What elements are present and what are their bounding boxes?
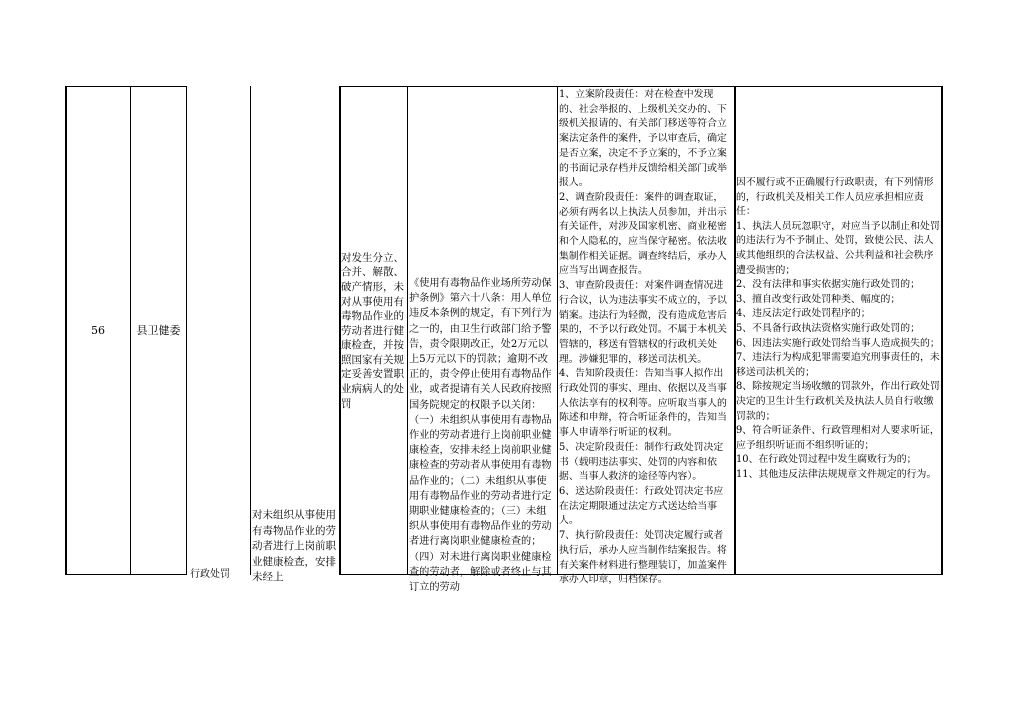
item-name: 对未组织从事使用有毒物品作业的劳动者进行上岗前职业健康检查，安排未经上 — [252, 509, 336, 583]
table-top-border-2 — [339, 86, 942, 87]
col-border-6 — [557, 86, 558, 575]
table-top-border — [65, 86, 187, 87]
responsibility: 1、立案阶段责任：对在检查中发现的、社会举报的、上级机关交办的、下级机关报请的、有关部门移送等符合立案法定条件的案件，予以审查后，确定是否立案，决定不予立案的，不予立案的书面记录存档并反馈给相关部门或举报人。 2、调查阶段责任：案件的调查取证，必须有两名以上执法人员参加，并出示有关证件，对涉及国家机密、商业秘密和个人隐私的，应当保守秘密。依法收集制作相关证据。调查终结后，承办人应当写出调查报告。 3、审查阶段责任：对案件调查情况进行合议，认为违法事实不成立的，予以销案。违法行为轻微，没有造成危害后果的，不予以行政处罚。不属于本机关管辖的，移送有管辖权的行政机关处理。涉嫌犯罪的，移送司法机关。 4、告知阶段责任：告知当事人拟作出行政处罚的事实、理由、依据以及当事人依法享有的权利等。应听取当事人的陈述和申辩，符合听证条件的，告知当事人申请举行听证的权利。 5、决定阶段责任：制作行政处罚决定书（载明违法事实、处罚的内容和依据、当事人救济的途径等内容）。 6、送达阶段责任：行政处罚决定书应在法定期限通过法定方式送达给当事人。 7、执行阶段责任：处罚决定履行或者执行后，承办人应当制作结案报告。将有关案件材料进行整理装订，加盖案件承办人印章，归档保存。 — [559, 89, 727, 586]
col-border-2 — [186, 86, 187, 575]
col-border-5 — [407, 86, 408, 575]
accountability: 因不履行或不正确履行行政职责，有下列情形的，行政机关及相关工作人员应承担相应责任： 1、执法人员玩忽职守，对应当予以制止和处罚的违法行为不予制止、处罚，致使公民、法人或其他组织的合法权益、公共利益和社会秩序遭受损害的； 2、没有法律和事实依据实施行政处罚的； 3、擅自改变行政处罚种类、幅度的； 4、违反法定行政处罚程序的； 5、不具备行政执法资格实施行政处罚的； 6、因违法实施行政处罚给当事人造成损失的； 7、违法行为构成犯罪需要追究刑事责任的，未移送司法机关的； 8、除按规定当场收缴的罚款外，作出行政处罚决定的卫生计生行政机关及执法人员自行收缴罚款的； 9、符合听证条件、行政管理相对人要求听证，应予组织听证而不组织听证的； 10、在行政处罚过程中发生腐败行为的； 11、其他违反法律法规规章文件规定的行为。 — [736, 177, 940, 480]
sub-item-text: 对发生分立、合并、解散、破产情形，未对从事使用有毒物品作业的劳动者进行健康检查，并按照国家有关规定妥善安置职业病病人的处罚 — [341, 251, 404, 410]
col-border-8 — [941, 86, 943, 575]
legal-basis: 《使用有毒物品作业场所劳动保护条例》第六十八条：用人单位违反本条例的规定，有下列行为之一的，由卫生行政部门给予警告，责令限期改正，处2万元以上5万元以下的罚款；逾期不改正的，责令停止使用有毒物品作业，或者提请有关人民政府按照国务院规定的权限予以关闭：（一）未组织从事使用有毒物品作业的劳动者进行上岗前职业健康检查，安排未经上岗前职业健康检查的劳动者从事使用有毒物品作业的；（二）未组织从事使用有毒物品作业的劳动者进行定期职业健康检查的；（三）未组织从事使用有毒物品作业的劳动者进行离岗职业健康检查的；（四）对未进行离岗职业健康检查的劳动者，解除或者终止与其订立的劳动 — [409, 278, 552, 594]
category-fragment: 行政处罚 — [190, 569, 230, 580]
col-border-3 — [250, 86, 251, 575]
department: 县卫健委 — [136, 323, 181, 337]
row-number: 56 — [91, 323, 105, 337]
sub-item — [341, 88, 406, 574]
table-bottom-border — [65, 574, 187, 575]
